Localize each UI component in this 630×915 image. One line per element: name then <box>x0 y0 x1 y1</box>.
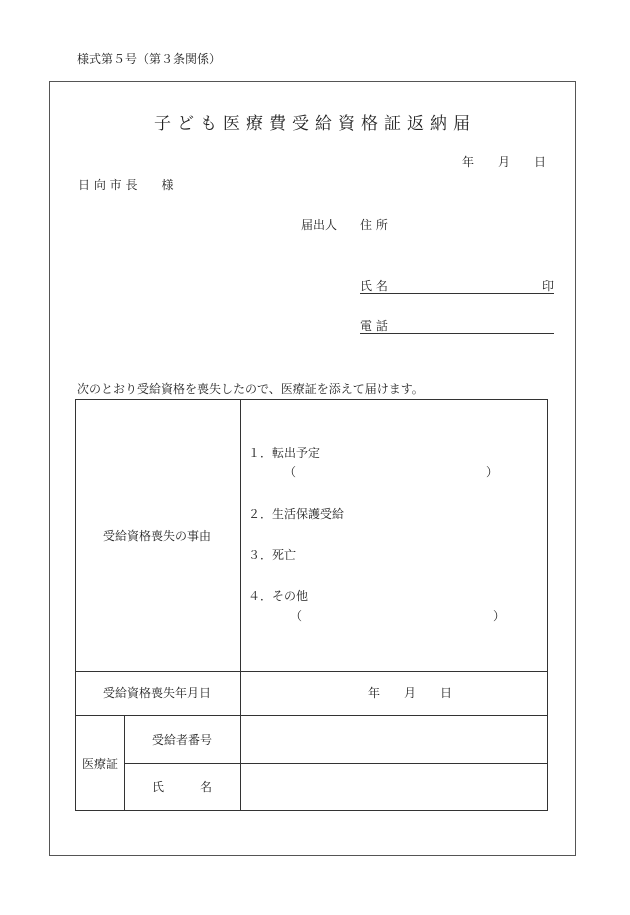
recipient-name-label: 氏 名 <box>152 780 213 794</box>
name-underline <box>360 293 554 294</box>
reason-4-paren-close: ） <box>493 609 506 623</box>
name-label: 氏 名 <box>360 279 388 293</box>
form-number: 様式第５号（第３条関係） <box>77 52 222 66</box>
address-label: 住 所 <box>360 218 388 232</box>
table-divider-vertical-main <box>240 400 241 811</box>
table-divider-row-3 <box>124 763 548 764</box>
loss-date-header: 受給資格喪失年月日 <box>103 686 212 700</box>
document-title: 子ども医療費受給資格証返納届 <box>154 114 476 134</box>
reason-1-paren-close: ） <box>486 465 499 479</box>
seal-label: 印 <box>542 279 555 293</box>
reason-header: 受給資格喪失の事由 <box>103 529 212 543</box>
reason-4-paren-open: （ <box>290 609 303 623</box>
table-divider-row-1 <box>76 671 548 672</box>
form-table <box>75 399 548 811</box>
reason-option-1: １．転出予定 <box>248 446 321 460</box>
intro-text: 次のとおり受給資格を喪失したので、医療証を添えて届けます。 <box>77 382 424 396</box>
reason-1-paren-open: （ <box>284 465 297 479</box>
date-line: 年 月 日 <box>462 155 547 169</box>
reason-option-4: ４．その他 <box>248 589 309 603</box>
phone-label: 電 話 <box>360 319 388 333</box>
applicant-label: 届出人 <box>301 218 338 232</box>
reason-option-3: ３．死亡 <box>248 548 297 562</box>
phone-underline <box>360 333 554 334</box>
loss-date-value: 年 月 日 <box>368 686 453 700</box>
table-divider-row-2 <box>76 715 548 716</box>
recipient-number-label: 受給者番号 <box>152 733 213 747</box>
certificate-header: 医療証 <box>82 757 119 771</box>
addressee: 日 向 市 長 様 <box>78 178 174 192</box>
reason-option-2: ２．生活保護受給 <box>248 507 345 521</box>
